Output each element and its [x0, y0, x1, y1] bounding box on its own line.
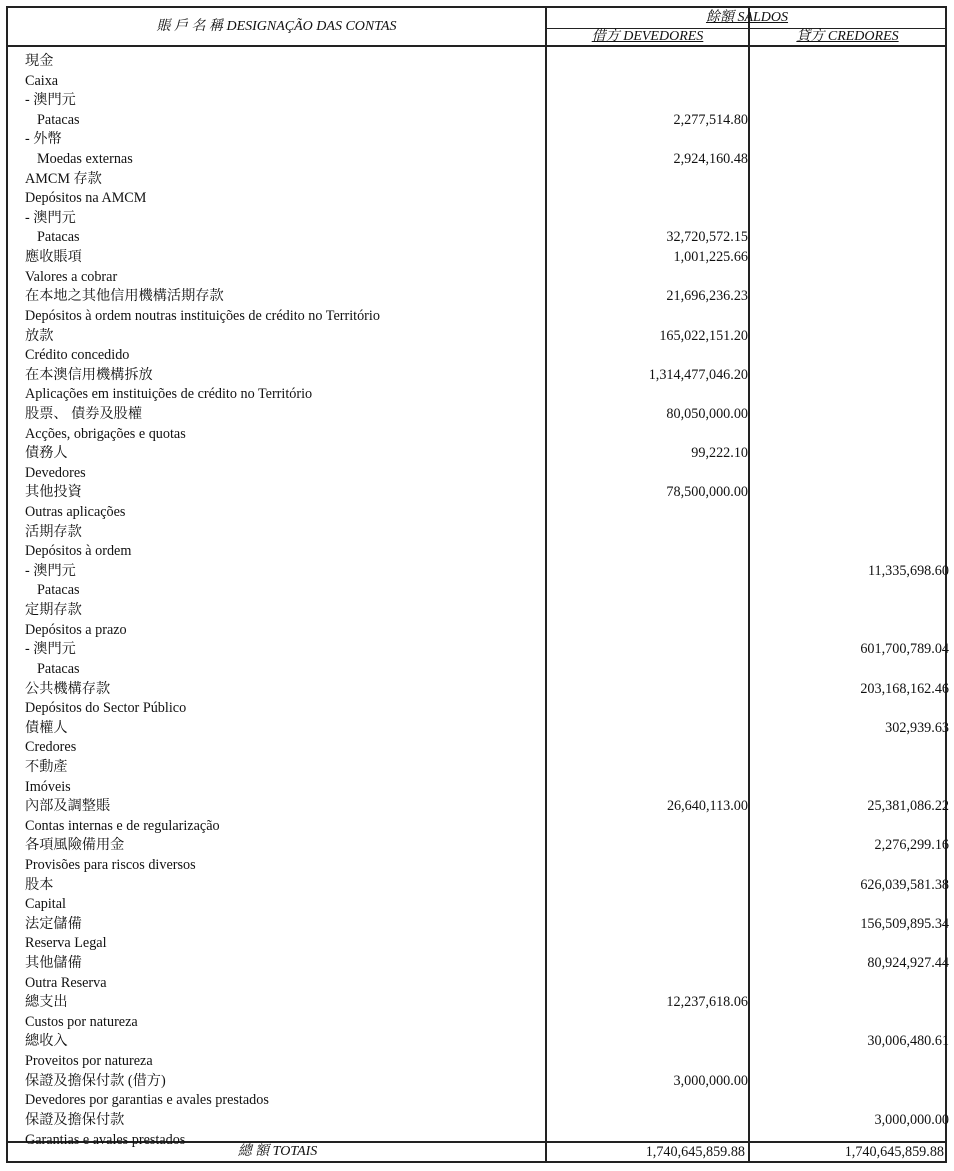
credit-value: 25,381,086.22: [867, 798, 949, 815]
table-row: [25, 366, 943, 386]
credit-value: 626,039,581.38: [860, 876, 949, 893]
totals-label: 總 額 TOTAIS: [237, 1144, 318, 1159]
account-label: Outras aplicações: [25, 504, 126, 521]
account-label: Provisões para riscos diversos: [25, 856, 196, 873]
header-credit: 貸方 CREDORES: [796, 29, 899, 44]
debit-value: 12,237,618.06: [666, 994, 748, 1011]
credit-value: 80,924,927.44: [867, 955, 949, 972]
table-row: [25, 170, 943, 190]
debit-value: 1,314,477,046.20: [648, 366, 748, 383]
account-label: AMCM 存款: [25, 170, 102, 187]
account-label: - 澳門元: [25, 92, 76, 109]
debit-value: 21,696,236.23: [666, 288, 748, 305]
account-label: Caixa: [25, 72, 59, 89]
table-row: [25, 1013, 943, 1033]
table-row: [25, 503, 943, 523]
table-row: [25, 444, 943, 464]
table-row: [25, 934, 943, 954]
account-label: Moedas externas: [37, 151, 133, 168]
table-row: [25, 640, 949, 660]
account-label: Devedores por garantias e avales prestados: [25, 1092, 269, 1109]
account-label: Devedores: [25, 464, 86, 481]
account-label: 應收賬項: [25, 249, 82, 266]
table-row: [25, 699, 943, 719]
table-row: [25, 758, 943, 778]
account-label: 債權人: [25, 719, 68, 736]
account-label: Depósitos a prazo: [25, 621, 127, 638]
account-label: 保證及擔保付款 (借方): [25, 1072, 166, 1089]
account-label: Proveitos por natureza: [25, 1053, 153, 1070]
account-label: 總支出: [25, 994, 68, 1011]
table-row: [25, 287, 943, 307]
account-label: - 澳門元: [25, 641, 76, 658]
table-row: [25, 307, 943, 327]
account-label: - 澳門元: [25, 209, 76, 226]
table-row: [25, 209, 943, 229]
header-debit: 借方 DEVEDORES: [591, 29, 704, 44]
header-account-name: 賬 戶 名 稱 DESIGNAÇÃO DAS CONTAS: [156, 19, 397, 34]
account-label: 其他儲備: [25, 955, 82, 972]
account-label: Patacas: [37, 660, 80, 677]
table-row: [25, 856, 943, 876]
totals-credit: 1,740,645,859.88: [844, 1144, 944, 1160]
table-row: [25, 719, 949, 739]
credit-value: 302,939.63: [885, 719, 949, 736]
totals-debit: 1,740,645,859.88: [645, 1144, 745, 1160]
table-row: [25, 464, 943, 484]
balance-sheet-table: [6, 6, 947, 1163]
account-label: Valores a cobrar: [25, 268, 118, 285]
account-label: 活期存款: [25, 523, 82, 540]
table-row: [25, 346, 943, 366]
account-label: 總收入: [25, 1033, 68, 1050]
credit-value: 2,276,299.16: [874, 837, 949, 854]
account-label: Patacas: [37, 111, 80, 128]
table-row: [25, 425, 943, 445]
table-row: [25, 385, 943, 405]
account-label: 各項風險備用金: [25, 837, 125, 854]
table-row: [25, 111, 943, 131]
account-label: 公共機構存款: [25, 680, 111, 697]
table-row: [25, 915, 949, 935]
table-row: [25, 660, 943, 680]
debit-value: 3,000,000.00: [673, 1072, 748, 1089]
table-row: [25, 562, 949, 582]
account-label: 債務人: [25, 445, 68, 462]
account-label: Contas internas e de regularização: [25, 817, 220, 834]
table-row: [25, 248, 943, 268]
table-row: [25, 542, 943, 562]
table-row: [25, 1072, 943, 1092]
table-row: [25, 1052, 943, 1072]
table-row: [25, 52, 943, 72]
account-label: Crédito concedido: [25, 347, 130, 364]
debit-value: 78,500,000.00: [666, 484, 748, 501]
header-bottom-line: [8, 45, 945, 47]
table-row: [25, 817, 943, 837]
table-row: [25, 91, 943, 111]
table-row: [25, 1032, 949, 1052]
table-row: [25, 483, 943, 503]
account-label: 股本: [25, 876, 54, 893]
debit-value: 165,022,151.20: [659, 327, 748, 344]
table-row: [25, 268, 943, 288]
table-row: [25, 1091, 943, 1111]
account-label: 股票、 債券及股權: [25, 405, 143, 422]
table-row: [25, 738, 943, 758]
credit-value: 601,700,789.04: [860, 641, 949, 658]
table-row: [25, 974, 943, 994]
table-row: [25, 601, 943, 621]
account-label: Capital: [25, 896, 66, 913]
header-saldos: 餘額 SALDOS: [705, 10, 789, 25]
account-label: Outra Reserva: [25, 974, 107, 991]
debit-value: 80,050,000.00: [666, 405, 748, 422]
account-label: Depósitos do Sector Público: [25, 700, 187, 717]
credit-value: 203,168,162.46: [860, 680, 949, 697]
account-label: 在本地之其他信用機構活期存款: [25, 288, 224, 305]
account-label: 不動產: [25, 758, 68, 775]
table-row: [25, 581, 943, 601]
account-rows: [25, 52, 949, 1150]
credit-value: 30,006,480.61: [867, 1033, 949, 1050]
table-row: [25, 405, 943, 425]
account-label: Aplicações em instituições de crédito no Território: [25, 386, 313, 403]
table-row: [25, 954, 949, 974]
table-row: [25, 72, 943, 92]
account-label: Garantias e avales prestados: [25, 1131, 186, 1148]
credit-value: 11,335,698.60: [867, 562, 949, 579]
account-label: 保證及擔保付款: [25, 1111, 125, 1128]
table-row: [25, 895, 943, 915]
account-label: Patacas: [37, 229, 80, 246]
account-label: Depósitos na AMCM: [25, 190, 147, 207]
account-label: Reserva Legal: [25, 935, 107, 952]
debit-value: 32,720,572.15: [666, 229, 748, 246]
table-row: [25, 189, 943, 209]
table-row: [25, 523, 943, 543]
table-row: [25, 150, 943, 170]
table-row: [25, 130, 943, 150]
account-label: Patacas: [37, 582, 80, 599]
account-label: 在本澳信用機構拆放: [25, 366, 153, 383]
account-label: Imóveis: [25, 778, 71, 795]
debit-value: 2,924,160.48: [673, 151, 748, 168]
account-label: 內部及調整賬: [25, 798, 111, 815]
totals-row: [8, 1143, 945, 1161]
account-label: - 澳門元: [25, 562, 76, 579]
table-row: [25, 327, 943, 347]
account-label: 其他投資: [25, 484, 82, 501]
table-row: [25, 876, 949, 896]
account-label: Depósitos à ordem noutras instituições de crédito no Território: [25, 307, 380, 324]
table-row: [25, 797, 949, 817]
account-label: 現金: [25, 53, 54, 69]
debit-value: 26,640,113.00: [666, 798, 748, 815]
debit-value: 99,222.10: [691, 445, 748, 462]
table-row: [25, 621, 943, 641]
table-row: [25, 1111, 949, 1131]
table-row: [25, 680, 949, 700]
account-label: 法定儲備: [25, 915, 82, 932]
account-label: Acções, obrigações e quotas: [25, 425, 186, 442]
account-label: - 外幣: [25, 131, 62, 148]
account-label: 放款: [25, 327, 54, 344]
account-label: Custos por natureza: [25, 1013, 138, 1030]
credit-value: 3,000,000.00: [874, 1111, 949, 1128]
account-label: Depósitos à ordem: [25, 543, 132, 560]
debit-value: 1,001,225.66: [673, 249, 748, 266]
account-label: 定期存款: [25, 602, 82, 619]
table-row: [25, 836, 949, 856]
table-row: [25, 993, 943, 1013]
account-label: Credores: [25, 739, 77, 756]
table-row: [25, 778, 943, 798]
table-row: [25, 228, 943, 248]
credit-value: 156,509,895.34: [860, 915, 949, 932]
debit-value: 2,277,514.80: [673, 111, 748, 128]
